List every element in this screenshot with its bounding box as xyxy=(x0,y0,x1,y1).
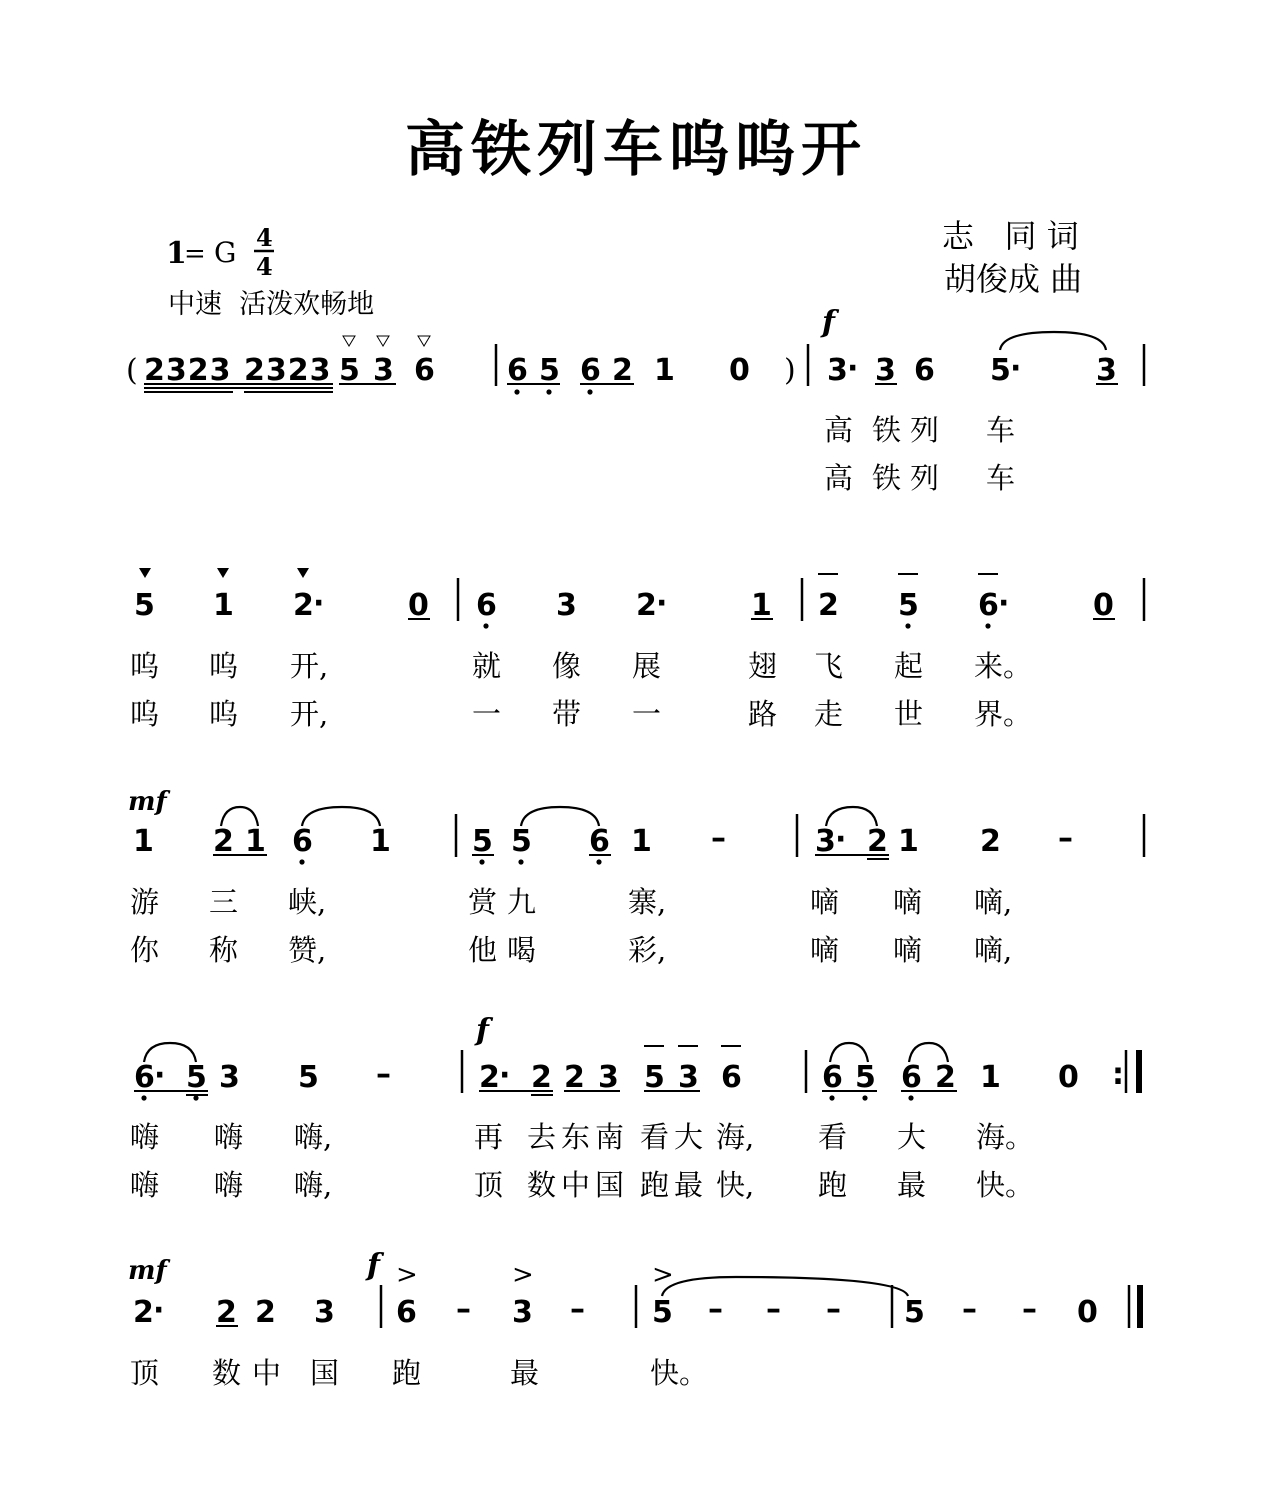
lyric: 呜 xyxy=(130,697,160,731)
note-2: 2 xyxy=(818,588,839,623)
composer-credit: 胡俊成 曲 xyxy=(944,260,1083,298)
note-2: 2 xyxy=(867,824,888,859)
note-3: 3 xyxy=(1096,353,1117,388)
note-5: 5 xyxy=(904,1295,925,1330)
note-1: 1 xyxy=(898,824,919,859)
lyric: 车 xyxy=(986,413,1016,447)
note-5: 5 xyxy=(644,1060,665,1095)
note-0: 0 xyxy=(408,588,429,623)
lyric: 嗨, xyxy=(294,1168,333,1202)
lyric: 起 xyxy=(894,649,924,683)
lyric: 像 xyxy=(552,649,582,683)
dot-mark: · xyxy=(847,351,859,386)
lyric: 界。 xyxy=(974,697,1033,731)
lyric: 呜 xyxy=(130,649,160,683)
tempo-marking: 中速 活泼欢畅地 xyxy=(168,289,375,320)
note-5: 5 xyxy=(339,353,360,388)
lyric: 世 xyxy=(894,697,924,731)
dot-mark: · xyxy=(313,586,325,621)
lyric: 铁 xyxy=(872,461,902,495)
note-5: 5 xyxy=(298,1060,319,1095)
note-6: 6 xyxy=(414,353,435,388)
lyric: 嘀 xyxy=(810,933,840,967)
note-1: 1 xyxy=(751,588,772,623)
note-2: 2 xyxy=(133,1295,154,1330)
note-6: 6 xyxy=(580,353,601,388)
lyric: 你 xyxy=(130,933,160,967)
accent-mark: > xyxy=(396,1260,418,1290)
lyric: 顶 xyxy=(474,1168,504,1202)
lyric: 嗨 xyxy=(130,1120,160,1154)
lyric: 看 xyxy=(640,1120,670,1154)
lyric: 嗨 xyxy=(214,1168,244,1202)
note-6: 6 xyxy=(721,1060,742,1095)
song-title: 高铁列车呜呜开 xyxy=(405,115,867,185)
lyric: 高 xyxy=(824,461,854,495)
lyric: 快, xyxy=(716,1168,755,1202)
lyric: 赏 xyxy=(468,885,498,919)
lyric: 呜 xyxy=(209,649,239,683)
note-5: 5 xyxy=(472,824,493,859)
dot-mark: · xyxy=(154,1058,166,1093)
key-letter: G xyxy=(214,236,237,269)
dash: – xyxy=(962,1292,977,1327)
note-2: 2 xyxy=(612,353,633,388)
key-signature xyxy=(166,223,274,281)
lyric: 称 xyxy=(209,933,239,967)
lyric: 开, xyxy=(290,649,329,683)
note-3: 3 xyxy=(598,1060,619,1095)
lyrics-row-5 xyxy=(130,1356,708,1390)
lyric: 呜 xyxy=(209,697,239,731)
score-row-3 xyxy=(128,787,1144,865)
time-signature-top: 4 xyxy=(256,223,273,252)
score-row-2 xyxy=(134,568,1144,629)
note-1: 1 xyxy=(213,588,234,623)
score-row-4 xyxy=(134,1013,1139,1101)
dot-mark: · xyxy=(153,1293,165,1328)
note-3: 3 xyxy=(219,1060,240,1095)
dash: – xyxy=(1022,1292,1037,1327)
lyric: 他 xyxy=(468,933,498,967)
lyric: 游 xyxy=(130,885,160,919)
lyric: 来。 xyxy=(974,649,1033,683)
lyric: 展 xyxy=(632,649,662,683)
lyric: 海。 xyxy=(976,1120,1035,1154)
lyric: 中 xyxy=(561,1168,591,1202)
dot-mark: · xyxy=(499,1058,511,1093)
note-0: 0 xyxy=(1077,1295,1098,1330)
note-6: 6 xyxy=(476,588,497,623)
note-5: 5 xyxy=(898,588,919,623)
accent-mark: > xyxy=(512,1260,534,1290)
lyric: 翅 xyxy=(748,649,778,683)
lyric: 嘀 xyxy=(893,885,923,919)
lyrics-row-3 xyxy=(130,885,1012,967)
note-1: 1 xyxy=(245,824,266,859)
dash: – xyxy=(456,1292,471,1327)
note-2: 2 xyxy=(636,588,657,623)
lyric: 列 xyxy=(910,413,940,447)
lyric: 数 xyxy=(527,1168,557,1202)
dash: – xyxy=(711,821,726,856)
note-3: 3 xyxy=(556,588,577,623)
note-5: 5 xyxy=(855,1060,876,1095)
note-3: 3 xyxy=(678,1060,699,1095)
lyric: 嘀 xyxy=(893,933,923,967)
lyric: 嘀, xyxy=(974,885,1013,919)
note-5: 5 xyxy=(539,353,560,388)
lyric: 走 xyxy=(814,697,844,731)
lyric: 一 xyxy=(472,697,502,731)
lyric: 南 xyxy=(595,1120,625,1154)
note-2: 2 xyxy=(531,1060,552,1095)
note-3: 3 xyxy=(815,824,836,859)
note-3: 3 xyxy=(827,353,848,388)
lyric: 最 xyxy=(897,1168,927,1202)
dynamic-mf: mf xyxy=(128,787,167,817)
intro-run-a: 2323 xyxy=(144,353,232,388)
lyric: 带 xyxy=(552,697,582,731)
dot-mark: · xyxy=(1010,351,1022,386)
lyric: 赞, xyxy=(288,933,327,967)
lyric: 大 xyxy=(674,1120,704,1154)
lyric: 看 xyxy=(818,1120,848,1154)
lyric: 峡, xyxy=(288,885,327,919)
dot-mark: · xyxy=(835,822,847,857)
dash: – xyxy=(1058,821,1073,856)
lyric: 跑 xyxy=(392,1356,422,1390)
lyric: 再 xyxy=(474,1120,504,1154)
lyric: 高 xyxy=(824,413,854,447)
note-6: 6 xyxy=(134,1060,155,1095)
key-one: 1 xyxy=(166,236,187,271)
lyric: 喝 xyxy=(507,933,537,967)
note-1: 1 xyxy=(654,353,675,388)
dynamic-mf: mf xyxy=(128,1256,167,1286)
lyric: 彩, xyxy=(628,933,667,967)
lyric: 顶 xyxy=(130,1356,160,1390)
lyric: 一 xyxy=(632,697,662,731)
lyric: 嘀 xyxy=(810,885,840,919)
lyric: 嗨 xyxy=(214,1120,244,1154)
note-1: 1 xyxy=(370,824,391,859)
note-6: 6 xyxy=(292,824,313,859)
lyric: 开, xyxy=(290,697,329,731)
lyrics-row-1 xyxy=(824,413,1015,495)
lyric: 国 xyxy=(310,1356,340,1390)
note-2: 2 xyxy=(255,1295,276,1330)
note-6: 6 xyxy=(822,1060,843,1095)
note-1: 1 xyxy=(631,824,652,859)
dot-mark: · xyxy=(656,586,668,621)
lyric: 国 xyxy=(595,1168,625,1202)
lyric: 铁 xyxy=(872,413,902,447)
dash: – xyxy=(708,1292,723,1327)
lyric: 最 xyxy=(510,1356,540,1390)
note-2: 2 xyxy=(980,824,1001,859)
note-6: 6 xyxy=(914,353,935,388)
note-2: 2 xyxy=(213,824,234,859)
lyric: 跑 xyxy=(818,1168,848,1202)
note-0: 0 xyxy=(1093,588,1114,623)
lyric: 最 xyxy=(674,1168,704,1202)
note-0: 0 xyxy=(1058,1060,1079,1095)
time-signature-bottom: 4 xyxy=(256,252,273,281)
lyric: 快。 xyxy=(650,1356,709,1390)
dash: – xyxy=(376,1057,391,1092)
lyric: 三 xyxy=(209,885,239,919)
lyric: 跑 xyxy=(640,1168,670,1202)
note-3: 3 xyxy=(512,1295,533,1330)
dash: – xyxy=(766,1292,781,1327)
lyric: 嗨, xyxy=(294,1120,333,1154)
note-2: 2 xyxy=(935,1060,956,1095)
note-6: 6 xyxy=(589,824,610,859)
intro-paren-open: ( xyxy=(126,353,138,388)
key-equals: = xyxy=(184,239,206,269)
lyric: 飞 xyxy=(814,649,844,683)
lyric: 大 xyxy=(897,1120,927,1154)
lyric: 海, xyxy=(716,1120,755,1154)
dynamic-f: f xyxy=(822,305,835,340)
note-3: 3 xyxy=(314,1295,335,1330)
note-5: 5 xyxy=(186,1060,207,1095)
dash: – xyxy=(826,1292,841,1327)
lyric: 就 xyxy=(472,649,502,683)
note-6: 6 xyxy=(507,353,528,388)
note-3: 3 xyxy=(875,353,896,388)
lyric: 嗨 xyxy=(130,1168,160,1202)
score-row-5 xyxy=(128,1248,1140,1330)
lyric: 嘀, xyxy=(974,933,1013,967)
note-6: 6 xyxy=(396,1295,417,1330)
accent-mark: > xyxy=(652,1260,674,1290)
lyric: 寨, xyxy=(628,885,667,919)
note-5: 5 xyxy=(511,824,532,859)
intro-run-b: 2323 xyxy=(244,353,332,388)
lyrics-row-2 xyxy=(130,649,1032,731)
dynamic-f: f xyxy=(367,1248,380,1283)
note-6: 6 xyxy=(901,1060,922,1095)
note-5: 5 xyxy=(134,588,155,623)
note-2: 2 xyxy=(216,1295,237,1330)
dot-mark: · xyxy=(998,586,1010,621)
dash: – xyxy=(570,1292,585,1327)
lyric: 数 xyxy=(212,1356,242,1390)
note-2: 2 xyxy=(293,588,314,623)
lyric: 快。 xyxy=(976,1168,1035,1202)
lyric: 九 xyxy=(507,885,537,919)
intro-paren-close: ) xyxy=(784,353,796,388)
note-1: 1 xyxy=(133,824,154,859)
lyric: 车 xyxy=(986,461,1016,495)
note-3: 3 xyxy=(373,353,394,388)
repeat-sign-colon: : xyxy=(1112,1057,1124,1092)
note-2: 2 xyxy=(479,1060,500,1095)
note-5: 5 xyxy=(990,353,1011,388)
note-2: 2 xyxy=(564,1060,585,1095)
lyrics-row-4 xyxy=(130,1120,1034,1202)
lyricist-credit: 志 同 词 xyxy=(942,217,1079,255)
note-1: 1 xyxy=(980,1060,1001,1095)
note-5: 5 xyxy=(652,1295,673,1330)
note-6: 6 xyxy=(978,588,999,623)
lyric: 去 xyxy=(527,1120,557,1154)
note-0: 0 xyxy=(729,353,750,388)
lyric: 列 xyxy=(910,461,940,495)
lyric: 东 xyxy=(561,1120,591,1154)
lyric: 路 xyxy=(748,697,778,731)
dynamic-f: f xyxy=(476,1013,489,1048)
lyric: 中 xyxy=(252,1356,282,1390)
